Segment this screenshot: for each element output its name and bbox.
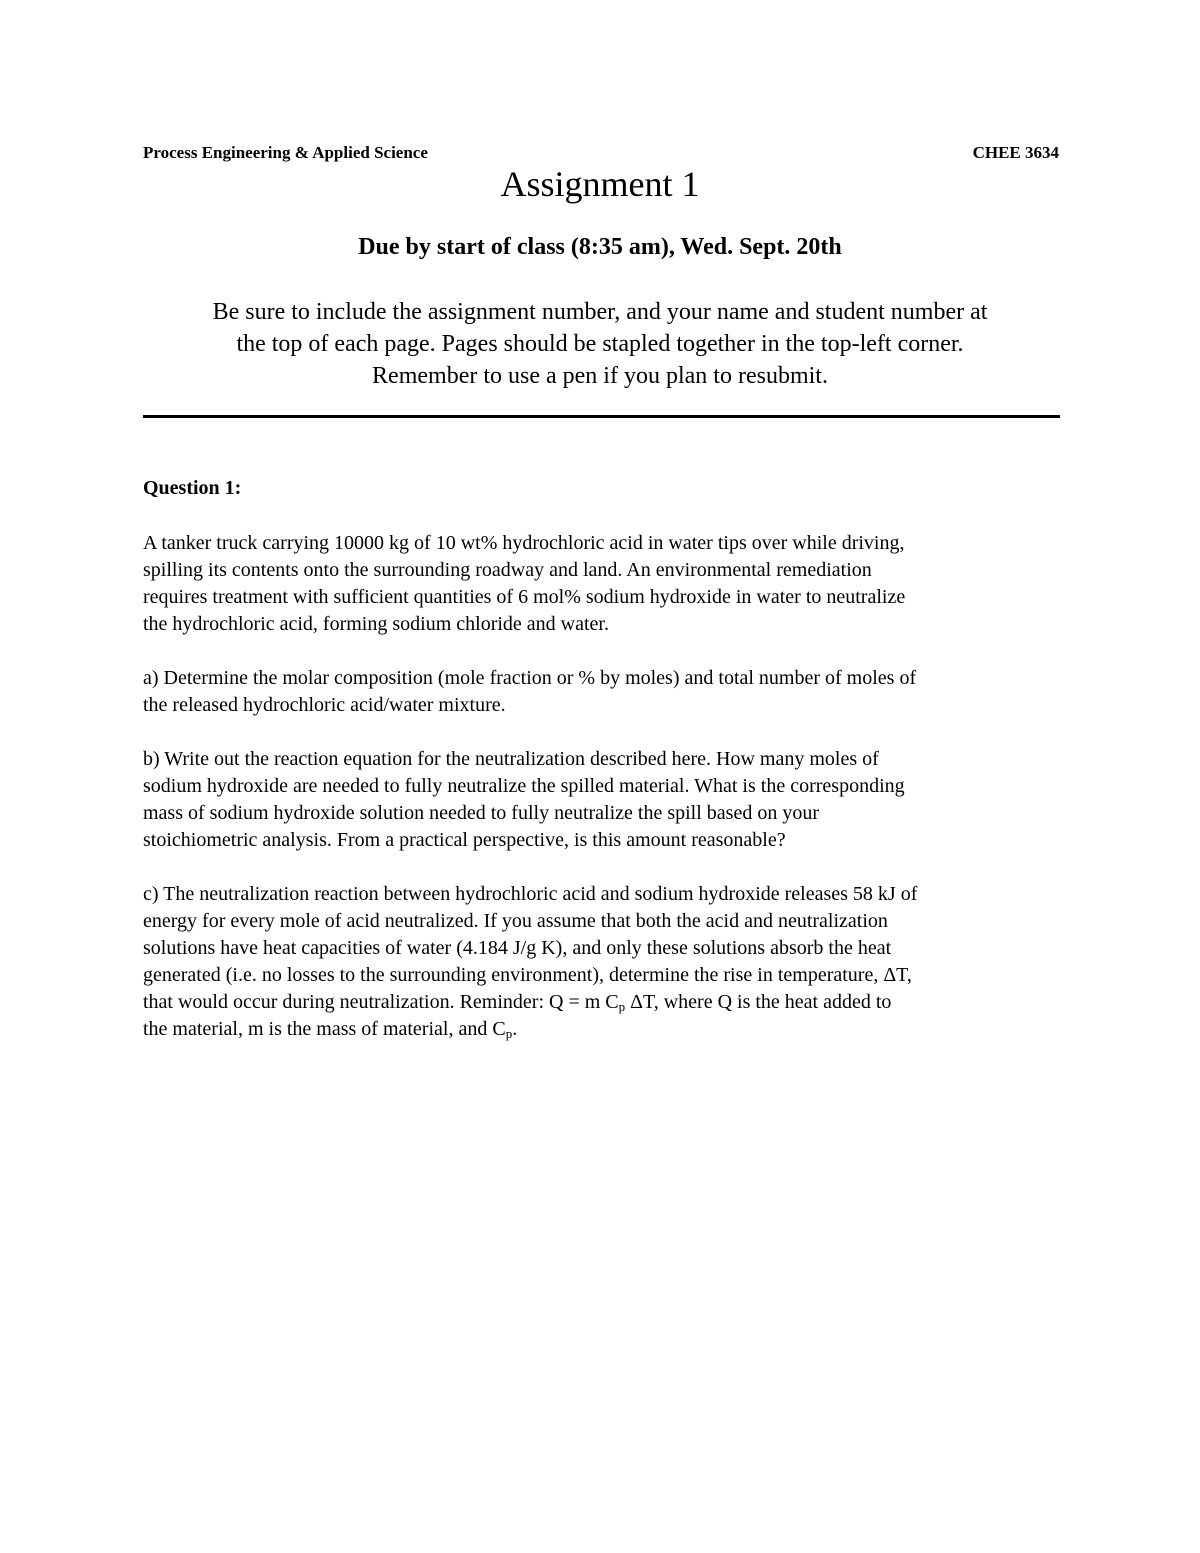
part-c-line: energy for every mole of acid neutralized. If you assume that both the acid and neutralization <box>143 910 888 932</box>
part-b-line: stoichiometric analysis. From a practical perspective, is this amount reasonable? <box>143 829 786 851</box>
subscript-p: p <box>505 1026 513 1041</box>
due-date: Due by start of class (8:35 am), Wed. Sept. 20th <box>358 234 842 260</box>
intro-line: spilling its contents onto the surrounding roadway and land. An environmental remediation <box>143 559 872 581</box>
part-c-line <box>143 1016 1073 1043</box>
page-title: Assignment 1 <box>500 164 700 204</box>
part-c-line: solutions have heat capacities of water (4.184 J/g K), and only these solutions absorb the heat <box>143 937 892 959</box>
part-a-line: the released hydrochloric acid/water mixture. <box>143 694 506 716</box>
department-label: Process Engineering & Applied Science <box>143 143 428 162</box>
part-c <box>143 881 1073 1043</box>
part-b-line: mass of sodium hydroxide solution needed to fully neutralize the spill based on your <box>143 802 819 824</box>
part-b-line: b) Write out the reaction equation for the neutralization described here. How many moles of <box>143 748 879 770</box>
part-c-text: the material, m is the mass of material, and C <box>143 1018 506 1040</box>
subscript-p: p <box>618 999 626 1014</box>
course-code: CHEE 3634 <box>972 143 1059 162</box>
question-heading: Question 1: <box>143 477 242 499</box>
instructions <box>0 296 1200 392</box>
part-b <box>143 746 1073 854</box>
part-c-text: . <box>512 1018 518 1040</box>
horizontal-divider <box>143 415 1060 418</box>
intro-line: the hydrochloric acid, forming sodium chloride and water. <box>143 613 609 635</box>
question-intro <box>143 530 1073 638</box>
instructions-line: the top of each page. Pages should be stapled together in the top-left corner. <box>236 331 964 357</box>
intro-line: A tanker truck carrying 10000 kg of 10 wt% hydrochloric acid in water tips over while driving, <box>143 532 905 554</box>
part-c-line: generated (i.e. no losses to the surrounding environment), determine the rise in temperature, ΔT, <box>143 964 912 986</box>
part-c-line <box>143 989 1073 1016</box>
part-a <box>143 665 1073 719</box>
instructions-line: Remember to use a pen if you plan to resubmit. <box>372 363 828 389</box>
part-c-text: ΔT, where Q is the heat added to <box>625 991 892 1013</box>
part-a-line: a) Determine the molar composition (mole fraction or % by moles) and total number of moles of <box>143 667 917 689</box>
part-b-line: sodium hydroxide are needed to fully neutralize the spilled material. What is the corresponding <box>143 775 905 797</box>
part-c-line: c) The neutralization reaction between hydrochloric acid and sodium hydroxide releases 58 kJ of <box>143 883 918 905</box>
intro-line: requires treatment with sufficient quantities of 6 mol% sodium hydroxide in water to neutralize <box>143 586 906 608</box>
instructions-line: Be sure to include the assignment number, and your name and student number at <box>212 299 988 325</box>
part-c-text: that would occur during neutralization. Reminder: Q = m C <box>143 991 619 1013</box>
